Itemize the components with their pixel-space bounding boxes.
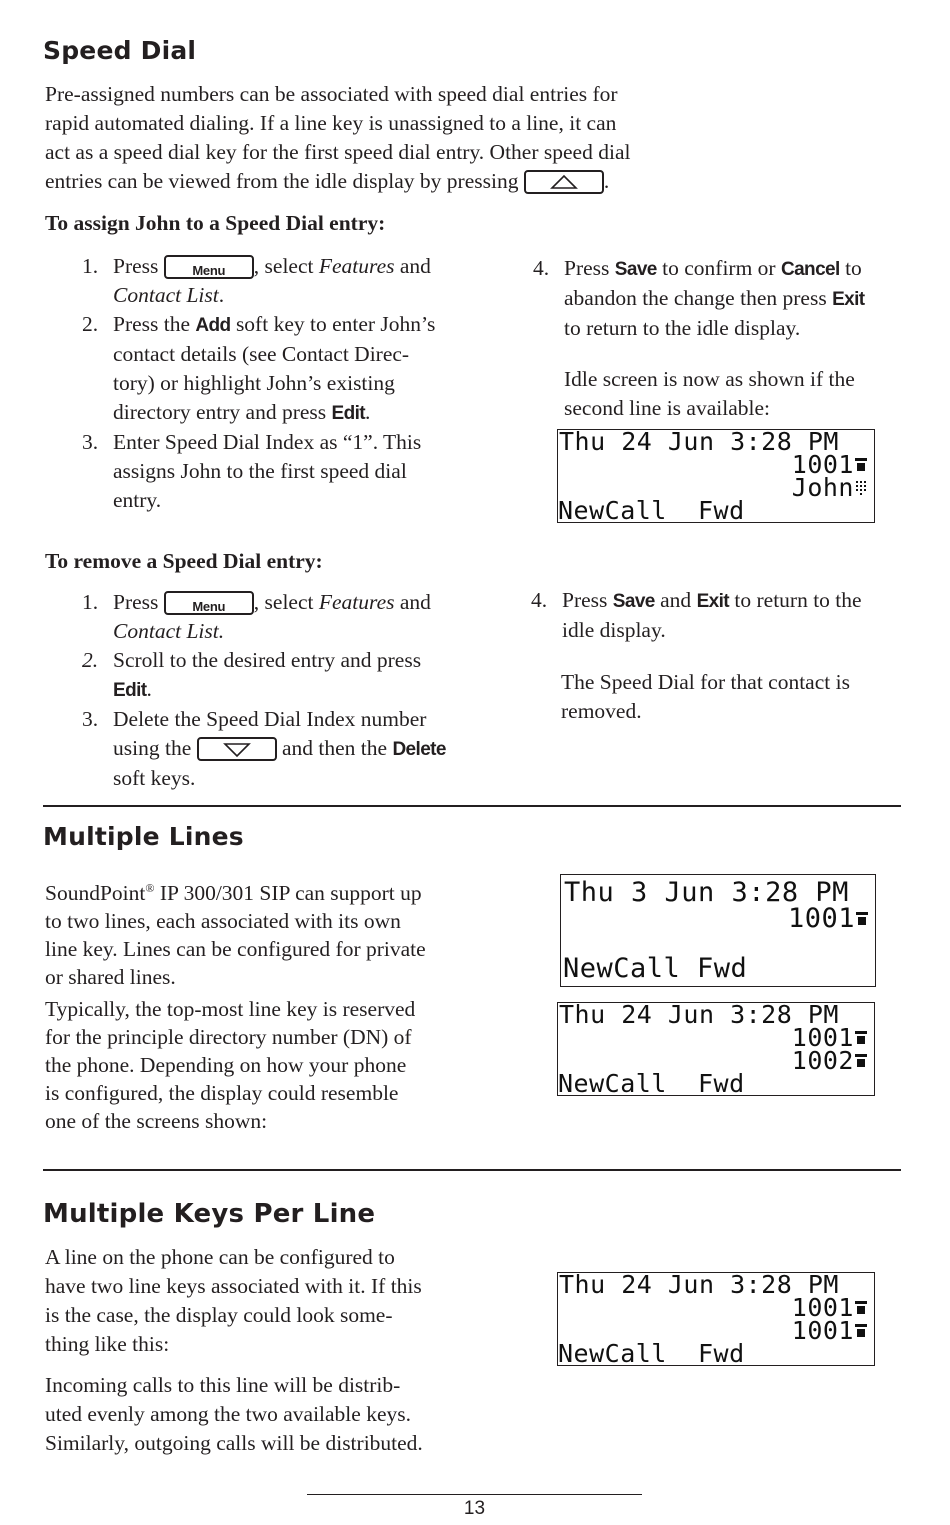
remove-step-4 [494,586,914,645]
idle-screen-note: Idle screen is now as shown if the second line is available: [564,367,855,420]
phone-line-icon [856,911,869,927]
multiple-keys-p2: Incoming calls to this line will be distrib- uted evenly among the two available keys. Similarly, outgoing calls will be distributed. [45,1373,423,1455]
phone-line-icon [855,457,868,473]
exit-softkey-label: Exit [696,591,730,612]
speed-dial-icon [855,480,868,496]
save-softkey-label: Save [614,259,657,280]
phone-display-screen: Thu 24 Jun 3:28 PM 1001 John NewCall Fwd [557,429,875,523]
section-divider [43,805,901,807]
exit-softkey-label: Exit [832,289,865,310]
phone-display-screen: Thu 24 Jun 3:28 PM 1001 1002 NewCall Fwd [557,1002,875,1096]
list-item: 1. Press Menu , select Features and Contact List. [82,254,431,307]
section-divider [43,1169,901,1171]
multiple-lines-p2: Typically, the top-most line key is reserved for the principle directory number (DN) of the phone. Depending on how your phone is configured, the display could resemble one of the screens shown: [45,997,416,1133]
multiple-keys-p1: A line on the phone can be configured to have two line keys associated with it. If this is the case, the display could look some- thing like this: [45,1245,422,1356]
list-item: 1. Press Menu , select Features and Contact List. [82,590,431,643]
up-arrow-key-icon [524,170,604,194]
phone-line-icon [855,1053,868,1069]
multiple-keys-heading: Multiple Keys Per Line [43,1199,376,1229]
speed-dial-intro [45,80,630,196]
assign-heading: To assign John to a Speed Dial entry: [45,211,386,235]
page-number: 13 [463,1498,486,1519]
remove-heading: To remove a Speed Dial entry: [45,549,323,573]
list-item: 3. Delete the Speed Dial Index number using the and then the Delete soft keys. [82,707,446,790]
phone-line-icon [855,1030,868,1046]
list-item: 2. Scroll to the desired entry and press Edit. [82,648,422,701]
add-softkey-label: Add [195,315,231,336]
phone-line-icon [855,1323,868,1339]
remove-steps-list [45,588,495,793]
phone-line-icon [855,1300,868,1316]
assign-step-4 [496,254,916,343]
intro-line: entries can be viewed from the idle display by pressing . [45,169,610,193]
multiple-lines-heading: Multiple Lines [43,822,244,851]
speed-dial-heading: Speed Dial [43,36,197,65]
menu-key-icon: Menu [164,591,254,615]
save-softkey-label: Save [612,591,655,612]
list-item: 2. Press the Add soft key to enter John’s contact details (see Contact Direc- tory) or highlight John’s existing directory entry and press Edit. [82,312,436,424]
phone-display-screen: Thu 3 Jun 3:28 PM 1001 NewCall Fwd [560,874,876,987]
list-item: 4. Press Save to confirm or Cancel to abandon the change then press Exit to return to the idle display. [533,256,865,340]
intro-line: Pre-assigned numbers can be associated with speed dial entries for [45,82,618,106]
list-item: 4. Press Save and Exit to return to the idle display. [531,588,862,642]
removed-note: The Speed Dial for that contact is removed. [561,670,850,723]
cancel-softkey-label: Cancel [780,259,840,280]
intro-line: rapid automated dialing. If a line key is unassigned to a line, it can [45,111,617,135]
down-arrow-key-icon [197,737,277,761]
edit-softkey-label: Edit [331,403,366,424]
menu-key-icon: Menu [164,255,254,279]
phone-display-screen: Thu 24 Jun 3:28 PM 1001 1001 NewCall Fwd [557,1272,875,1366]
edit-softkey-label: Edit [113,680,147,701]
intro-line: act as a speed dial key for the first speed dial entry. Other speed dial [45,140,631,164]
assign-steps-list [45,252,495,515]
footer-rule [307,1494,642,1495]
delete-softkey-label: Delete [392,739,446,760]
list-item: 3. Enter Speed Dial Index as “1”. This assigns John to the first speed dial entry. [82,430,422,512]
multiple-lines-p1: SoundPoint® IP 300/301 SIP can support up to two lines, each associated with its own line key. Lines can be configured for private or shared lines. [45,881,426,990]
